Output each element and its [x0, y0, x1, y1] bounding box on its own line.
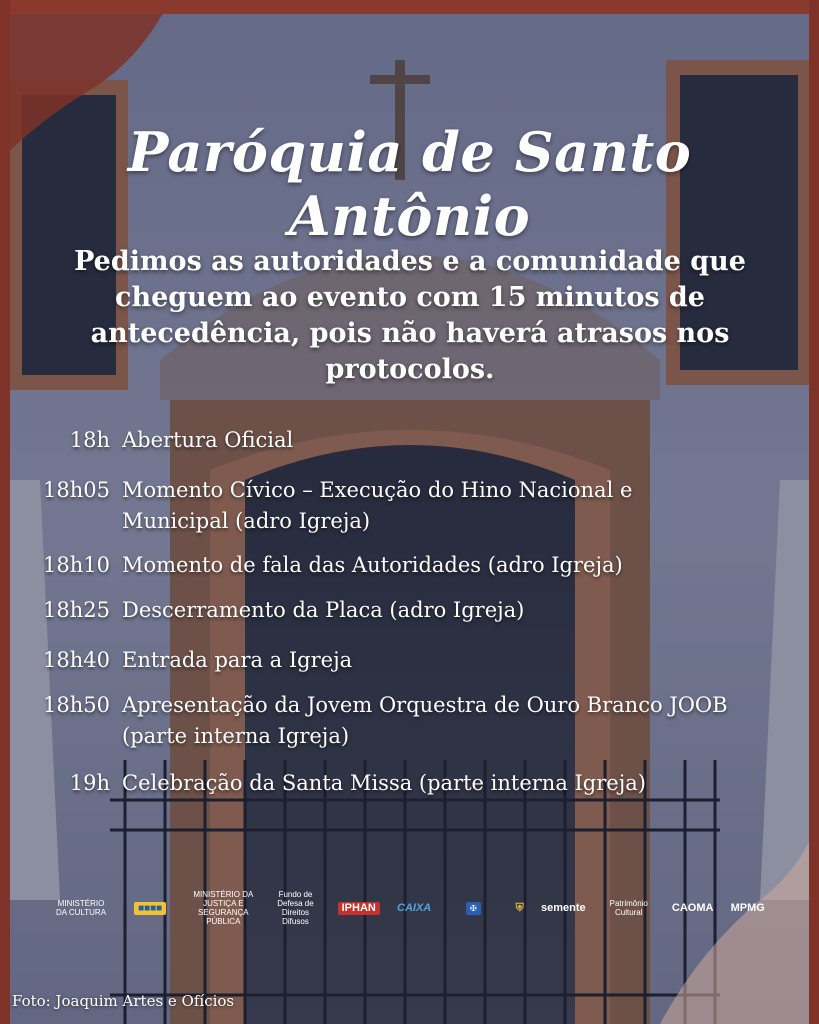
schedule-time: 18h25: [43, 598, 110, 622]
schedule-item: [0, 425, 819, 456]
schedule-description: Momento de fala das Autoridades (adro Igreja): [122, 553, 623, 577]
schedule-description: Descerramento da Placa (adro Igreja): [122, 598, 525, 622]
ministerio-justica-logo: MINISTÉRIO DA JUSTIÇA E SEGURANÇA PÚBLICA: [193, 890, 254, 926]
top-frame-border: [0, 0, 819, 14]
caixa-logo: CAIXA: [397, 901, 432, 914]
municipal-crest-logo: ⛨: [515, 901, 524, 914]
fundo-direitos-difusos-logo: Fundo de Defesa de Direitos Difusos: [277, 890, 314, 926]
semente-logo: semente: [540, 901, 586, 914]
schedule-time: 18h40: [43, 648, 110, 672]
patrimonio-cultural-logo: Patrimônio Cultural: [609, 899, 648, 917]
mpmg-logo: MPMG: [730, 901, 765, 914]
schedule-item: [0, 768, 819, 799]
brasil-government-logo: ■■■■: [124, 902, 176, 915]
schedule-description: Celebração da Santa Missa (parte interna Igreja): [122, 771, 646, 795]
schedule-item: [0, 595, 819, 626]
sponsor-logos: [55, 888, 765, 928]
schedule-description: Apresentação da Jovem Orquestra de Ouro Branco JOOB (parte interna Igreja): [122, 693, 728, 748]
schedule-item: [0, 475, 819, 537]
schedule-time: 18h50: [43, 693, 110, 717]
schedule-description: Momento Cívico – Execução do Hino Nacional e Municipal (adro Igreja): [122, 478, 633, 533]
arquidiocese-logo: ✠: [448, 902, 498, 915]
schedule-item: [0, 550, 819, 581]
photo-credit: Foto: Joaquim Artes e Ofícios: [12, 992, 235, 1010]
schedule-description: Abertura Oficial: [122, 428, 294, 452]
caoma-logo: CAOMA: [671, 901, 714, 914]
schedule-time: 18h10: [43, 553, 110, 577]
page-title: Paróquia de Santo Antônio: [127, 120, 692, 248]
schedule-time: 18h05: [43, 478, 110, 502]
schedule-time: 18h: [69, 428, 110, 452]
iphan-logo: IPHAN: [338, 902, 380, 915]
schedule-item: [0, 690, 819, 752]
schedule-description: Entrada para a Igreja: [122, 648, 353, 672]
intro-message: Pedimos as autoridades e a comunidade que cheguem ao evento com 15 minutos de antecedência, pois não haverá atrasos nos protocolos.: [74, 246, 746, 385]
schedule-time: 19h: [69, 771, 110, 795]
ministerio-cultura-logo: MINISTÉRIO DA CULTURA: [55, 899, 107, 917]
schedule-item: [0, 645, 819, 676]
